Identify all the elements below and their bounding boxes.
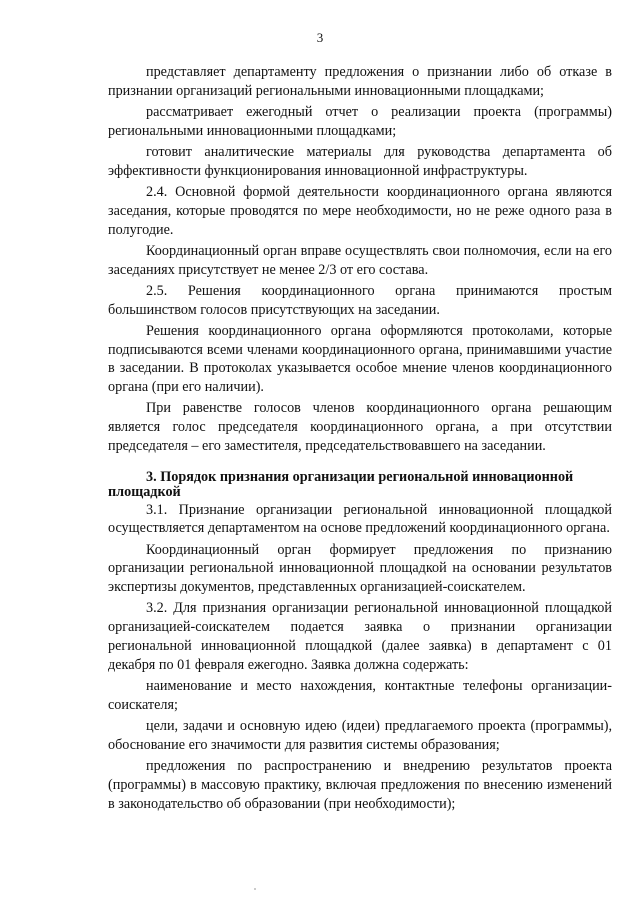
paragraph: 3.1. Признание организации региональной инновационной площадкой осуществляется департаментом на основе предложений координационного органа. — [108, 501, 612, 537]
document-body — [108, 63, 612, 816]
paragraph: Решения координационного органа оформляются протоколами, которые подписываются всеми членами координационного органа, принимавшими участие в заседании. В протоколах указывается особое мнение членов координационного органа (при его наличии). — [108, 322, 612, 396]
scan-speck — [254, 888, 256, 890]
paragraph: наименование и место нахождения, контактные телефоны организации-соискателя; — [108, 678, 612, 713]
paragraph: Координационный орган вправе осуществлять свои полномочия, если на его заседаниях присутствует не менее 2/3 от его состава. — [108, 242, 612, 278]
paragraph: рассматривает ежегодный отчет о реализации проекта (программы) региональными инновационными площадками; — [108, 103, 612, 139]
paragraph: 2.5. Решения координационного органа принимаются простым большинством голосов присутствующих на заседании. — [108, 282, 612, 318]
paragraph: представляет департаменту предложения о признании либо об отказе в признании организаций региональными инновационными площадками; — [108, 64, 612, 99]
paragraph: цели, задачи и основную идею (идеи) предлагаемого проекта (программы), обоснование его значимости для развития системы образования; — [108, 718, 612, 753]
paragraph: готовит аналитические материалы для руководства департамента об эффективности функционирования инновационной инфраструктуры. — [108, 143, 612, 179]
paragraph: 3.2. Для признания организации региональной инновационной площадкой организацией-соискателем подается заявка о признании организации региональной инновационной площадкой (далее заявка) в департамент с 01 декабря по 01 февраля ежегодно. Заявка должна содержать: — [108, 600, 612, 673]
paragraph: При равенстве голосов членов координационного органа решающим является голос председателя координационного органа, а при отсутствии председателя – его заместителя, председательствовавшего на заседании. — [108, 400, 612, 454]
page-number: 3 — [316, 30, 324, 45]
paragraph: предложения по распространению и внедрению результатов проекта (программы) в массовую практику, включая предложения по внесению изменений в законодательство об образовании (при необходимости); — [108, 757, 612, 812]
section-heading: 3. Порядок признания организации региональной инновационной площадкой — [108, 468, 574, 500]
paragraph: Координационный орган формирует предложения по признанию организации региональной инновационной площадкой на основании результатов экспертизы документов, представленных организацией-соискателем. — [108, 541, 612, 596]
paragraph: 2.4. Основной формой деятельности координационного органа являются заседания, которые проводятся по мере необходимости, но не реже одного раза в полугодие. — [108, 183, 612, 238]
